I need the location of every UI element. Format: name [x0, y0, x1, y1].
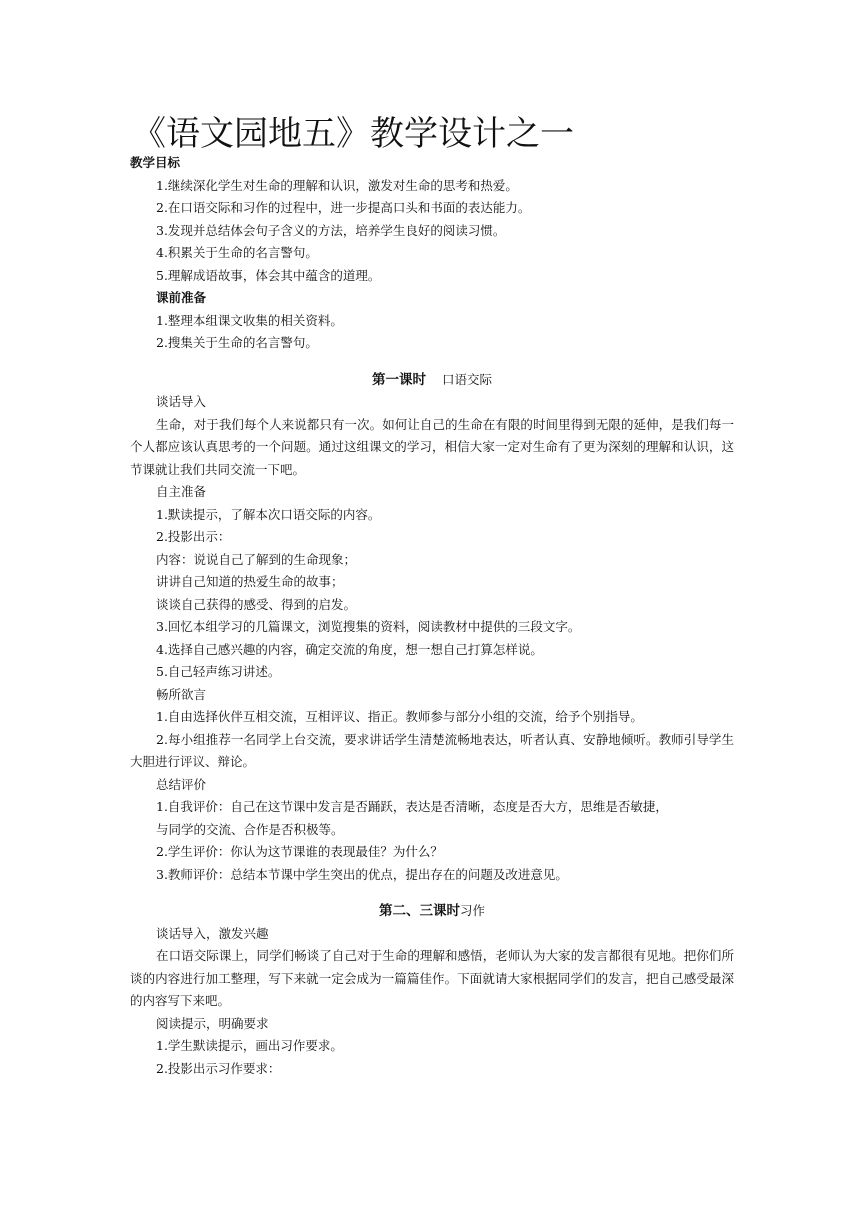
- lesson1-talk-heading: 畅所欲言: [156, 686, 207, 702]
- lesson1-self-item: 内容：说说自己了解到的生命现象；: [156, 551, 357, 567]
- lesson1-eval-item: 1.自我评价：自己在这节课中发言是否踊跃，表达是否清晰，态度是否大方，思维是否敏捷，: [156, 799, 668, 814]
- lesson1-eval-item: 3.教师评价：总结本节课中学生突出的优点，提出存在的问题及改进意见。: [156, 866, 568, 882]
- lesson2-heading: [130, 900, 734, 923]
- prep-item: 1.整理本组课文收集的相关资料。: [156, 312, 343, 328]
- goals-heading: 教学目标: [130, 155, 181, 170]
- document-title: 《语文园地五》教学设计之一: [132, 114, 574, 154]
- goal-item: 4.积累关于生命的名言警句。: [156, 245, 318, 260]
- lesson1-self-item: 谈谈自己获得的感受、得到的启发。: [156, 596, 357, 612]
- lesson1-eval-item: 2.学生评价：你认为这节课谁的表现最佳？为什么？: [156, 844, 443, 859]
- lesson2-read-item: 2.投影出示习作要求：: [156, 1060, 281, 1076]
- lesson1-self-item: 1.默读提示，了解本次口语交际的内容。: [156, 506, 381, 522]
- document-body: [130, 152, 734, 1080]
- lesson2-subtitle: 习作: [459, 903, 485, 918]
- lesson1-subtitle: 口语交际: [441, 371, 492, 387]
- goal-item: 3.发现并总结体会句子含义的方法，培养学生良好的阅读习惯。: [156, 222, 506, 238]
- lesson2-read-item: 1.学生默读提示，画出习作要求。: [156, 1038, 343, 1053]
- lesson2-read-heading: 阅读提示，明确要求: [156, 1015, 269, 1031]
- goal-item: 5.理解成语故事，体会其中蕴含的道理。: [156, 267, 381, 283]
- lesson1-self-heading: 自主准备: [156, 484, 207, 499]
- lesson1-self-item: 讲讲自己知道的热爱生命的故事；: [156, 574, 344, 589]
- lesson1-self-item: 2.投影出示：: [156, 529, 231, 544]
- goal-item: 1.继续深化学生对生命的理解和认识，激发对生命的思考和热爱。: [156, 177, 518, 193]
- lesson1-eval-heading: 总结评价: [156, 776, 207, 792]
- prep-item: 2.搜集关于生命的名言警句。: [156, 335, 318, 350]
- prep-heading: 课前准备: [156, 290, 207, 305]
- lesson2-intro-heading: 谈话导入，激发兴趣: [156, 925, 269, 941]
- lesson1-self-item: 4.选择自己感兴趣的内容，确定交流的角度，想一想自己打算怎样说。: [156, 641, 543, 657]
- lesson2-title: 第二、三课时: [378, 903, 460, 919]
- lesson1-heading: [130, 369, 734, 392]
- lesson1-self-item: 3.回忆本组学习的几篇课文，浏览搜集的资料，阅读教材中提供的三段文字。: [156, 619, 581, 634]
- goal-item: 2.在口语交际和习作的过程中，进一步提高口头和书面的表达能力。: [156, 200, 531, 215]
- lesson1-eval-item: 与同学的交流、合作是否积极等。: [156, 821, 344, 837]
- lesson1-title: 第一课时: [372, 371, 427, 388]
- lesson1-intro-text: 生命，对于我们每个人来说都只有一次。如何让自己的生命在有限的时间里得到无限的延伸，是我们每一个人都应该认真思考的一个问题。通过这组课文的学习，相信大家一定对生命有了更为深刻的理解和认识，这节课就让我们共同交流一下吧。: [130, 416, 734, 477]
- lesson1-intro-heading: 谈话导入: [156, 394, 207, 409]
- lesson1-talk-item: 1.自由选择伙伴互相交流，互相评议、指正。教师参与部分小组的交流，给予个别指导。: [156, 709, 643, 724]
- lesson2-intro-text: 在口语交际课上，同学们畅谈了自己对于生命的理解和感悟，老师认为大家的发言都很有见地。把你们所谈的内容进行加工整理，写下来就一定会成为一篇篇佳作。下面就请大家根据同学们的发言，把自己感受最深的内容写下来吧。: [130, 948, 734, 1008]
- lesson1-self-item: 5.自己轻声练习讲述。: [156, 664, 281, 679]
- lesson1-talk-item: 2.每小组推荐一名同学上台交流，要求讲话学生清楚流畅地表达，听者认真、安静地倾听。教师引导学生大胆进行评议、辩论。: [130, 731, 734, 769]
